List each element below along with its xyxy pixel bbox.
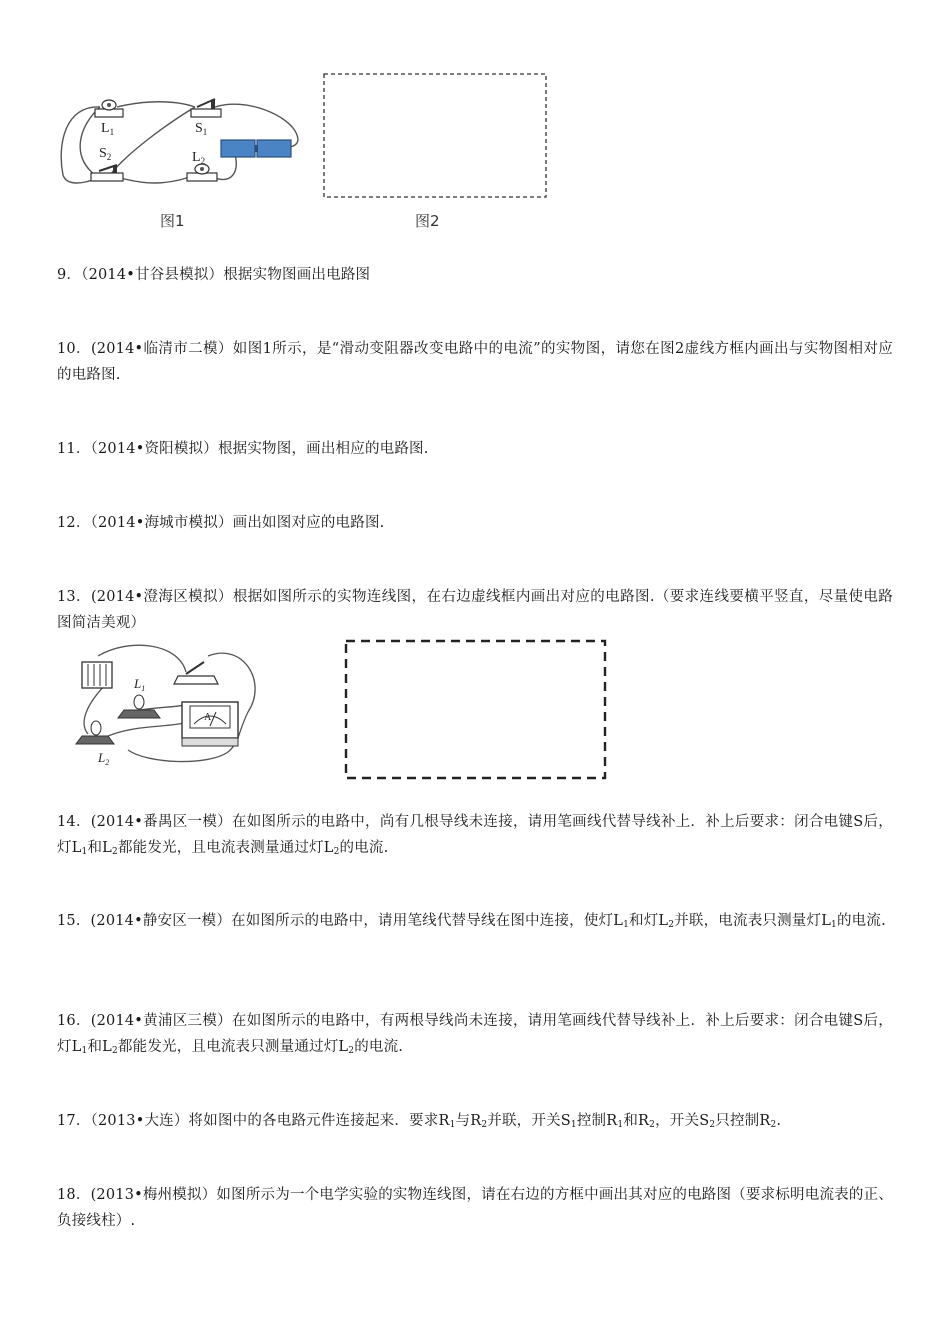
dashed-box-figure-13 (344, 639, 608, 781)
lamp-l1-icon (95, 100, 123, 117)
figure-1-drawing (55, 95, 310, 195)
battery-icon (82, 662, 112, 688)
wire (117, 102, 195, 107)
lamp-l1-icon (118, 695, 160, 718)
question-10: 10．(2014•临清市二模）如图1所示，是“滑动变阻器改变电路中的电流”的实物图，请您在图2虚线方框内画出与实物图相对应的电路图. (57, 341, 893, 383)
figure-1-circuit-photo (55, 95, 310, 195)
switch-s2-icon (91, 165, 123, 181)
ammeter-label: A (204, 712, 212, 723)
question-13: 13．(2014•澄海区模拟）根据如图所示的实物连线图，在右边虚线框内画出对应的电路图.（要求连线要横平竖直，尽量使电路图简洁美观） (57, 589, 893, 631)
figure-1-caption: 图1 (160, 212, 185, 230)
lamp-l2-icon (187, 164, 217, 181)
figure-13-circuit-photo (68, 642, 268, 768)
switch-s1-icon (191, 99, 221, 117)
switch-icon (174, 662, 218, 684)
question-9: 9．（2014•甘谷县模拟）根据实物图画出电路图 (57, 267, 371, 283)
label-l2: $L_2$ (98, 750, 110, 767)
figure-13-blank-box (344, 639, 608, 781)
label-l2: $L_2$ (192, 150, 206, 166)
label-s1: $S_1$ (195, 121, 208, 137)
question-18: 18．(2013•梅州模拟）如图所示为一个电学实验的实物连线图，请在右边的方框中画出其对应的电路图（要求标明电流表的正、负接线柱）. (57, 1187, 893, 1229)
question-15: 15．(2014•静安区一模）在如图所示的电路中，请用笔线代替导线在图中连接，使灯$L_1$和灯$L_2$并联，电流表只测量灯$L_1$的电流. (57, 913, 886, 930)
lamp-l2-icon (76, 721, 114, 744)
question-12: 12．（2014•海城市模拟）画出如图对应的电路图. (57, 515, 385, 531)
question-17: 17．（2013•大连）将如图中的各电路元件连接起来．要求$R_1$与$R_2$并联，开关$S_1$控制$R_1$和$R_2$，开关$S_2$只控制$R_2$. (57, 1113, 782, 1130)
figure-13-drawing (68, 642, 268, 768)
question-14: 14．(2014•番禺区一模）在如图所示的电路中，尚有几根导线未连接，请用笔画线代替导线补上．补上后要求：闭合电键S后，灯$L_1$和$L_2$都能发光，且电流表测量通过灯$L_2$的电流. (57, 814, 893, 857)
question-16: 16．(2014•黄浦区三模）在如图所示的电路中，有两根导线尚未连接，请用笔画线代替导线补上．补上后要求：闭合电键S后，灯$L_1$和$L_2$都能发光，且电流表只测量通过灯$L_2$的电流. (57, 1013, 893, 1056)
wire (108, 722, 188, 736)
wire (117, 177, 190, 183)
figure-2-blank-box (322, 72, 550, 200)
figure-2-caption: 图2 (415, 212, 440, 230)
ammeter-icon (182, 702, 238, 746)
label-l1: $L_1$ (101, 121, 115, 137)
battery-icon (221, 140, 291, 157)
label-s2: $S_2$ (99, 146, 112, 162)
question-11: 11．（2014•资阳模拟）根据实物图，画出相应的电路图. (57, 441, 429, 457)
dashed-box-figure-2 (322, 72, 550, 200)
label-l1: $L_1$ (134, 676, 146, 693)
